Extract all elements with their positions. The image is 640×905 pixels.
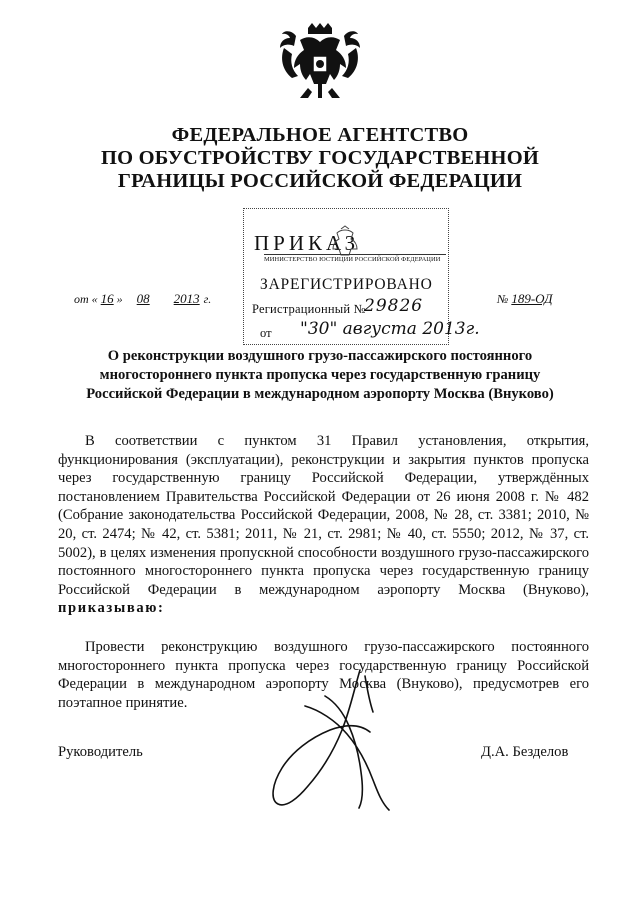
order-title-line-1: О реконструкции воздушного грузо-пассажирского постоянного: [107, 348, 533, 364]
order-date-suffix: г.: [200, 292, 212, 306]
stamp-number-label: Регистрационный №: [252, 302, 366, 316]
handwritten-signature-icon: [265, 666, 415, 821]
order-number: [497, 291, 553, 307]
stamp-number-value: 29826: [364, 296, 424, 316]
order-date: [74, 291, 211, 307]
agency-header: [60, 124, 580, 193]
body-paragraph-2: Провести реконструкцию воздушного грузо-пассажирского постоянного многостороннего пункта пропуска через государственную границу Российской Федерации в международном аэропорту Москва (Внуково), предусмотрев его поэтапное принятие.: [58, 639, 589, 711]
agency-line-1: ФЕДЕРАЛЬНОЕ АГЕНТСТВО: [171, 124, 469, 146]
stamp-title: ПРИКАЗ: [254, 231, 360, 255]
order-number-value: 189-ОД: [511, 291, 553, 306]
order-number-prefix: №: [497, 292, 509, 306]
body-paragraph-1-text: В соответствии с пунктом 31 Правил установления, открытия, функционирования (эксплуатации), реконструкции и закрытия пунктов пропуска через государственную границу Российской Федерации, утверждённых постановлением Правительства Российской Федерации от 26 июня 2008 г. № 482 (Собрание законодательства Российской Федерации, 2008, № 28, ст. 3381; 2010, № 20, ст. 2474; № 42, ст. 5381; 2011, № 21, ст. 2981; № 40, ст. 5550; 2012, № 37, ст. 5002), в целях изменения пропускной способности воздушного грузо-пассажирского постоянного многостороннего пункта пропуска через государственную границу Российской Федерации в международном аэропорту Москва (Внуково),: [58, 433, 589, 598]
stamp-registered: ЗАРЕГИСТРИРОВАНО: [260, 276, 433, 293]
signer-role: Руководитель: [58, 744, 143, 760]
agency-line-2: ПО ОБУСТРОЙСТВУ ГОСУДАРСТВЕННОЙ: [101, 147, 539, 169]
stamp-date-value: [280, 319, 480, 339]
order-date-year: 2013: [173, 291, 200, 306]
stamp-ministry: МИНИСТЕРСТВО ЮСТИЦИИ РОССИЙСКОЙ ФЕДЕРАЦИИ: [264, 254, 446, 263]
order-title-line-3: Российской Федерации в международном аэропорту Москва (Внуково): [86, 386, 554, 402]
agency-line-3: ГРАНИЦЫ РОССИЙСКОЙ ФЕДЕРАЦИИ: [117, 170, 523, 192]
order-date-prefix: от «: [74, 292, 98, 306]
stamp-date-label: от: [260, 326, 272, 340]
body-paragraph-1: [58, 432, 589, 618]
body-paragraph-1-emphasis: приказываю:: [58, 600, 165, 617]
order-date-day: 16: [100, 291, 114, 306]
stamp-date-text: "30" августа 2013г.: [300, 319, 480, 339]
order-title: [60, 347, 580, 404]
registration-stamp: [243, 208, 480, 345]
coat-of-arms-icon: [278, 22, 362, 104]
order-date-month: 08: [136, 291, 150, 306]
signer-name: Д.А. Безделов: [481, 744, 569, 760]
order-title-line-2: многостороннего пункта пропуска через государственную границу: [99, 367, 541, 383]
order-date-mid: »: [116, 292, 123, 306]
